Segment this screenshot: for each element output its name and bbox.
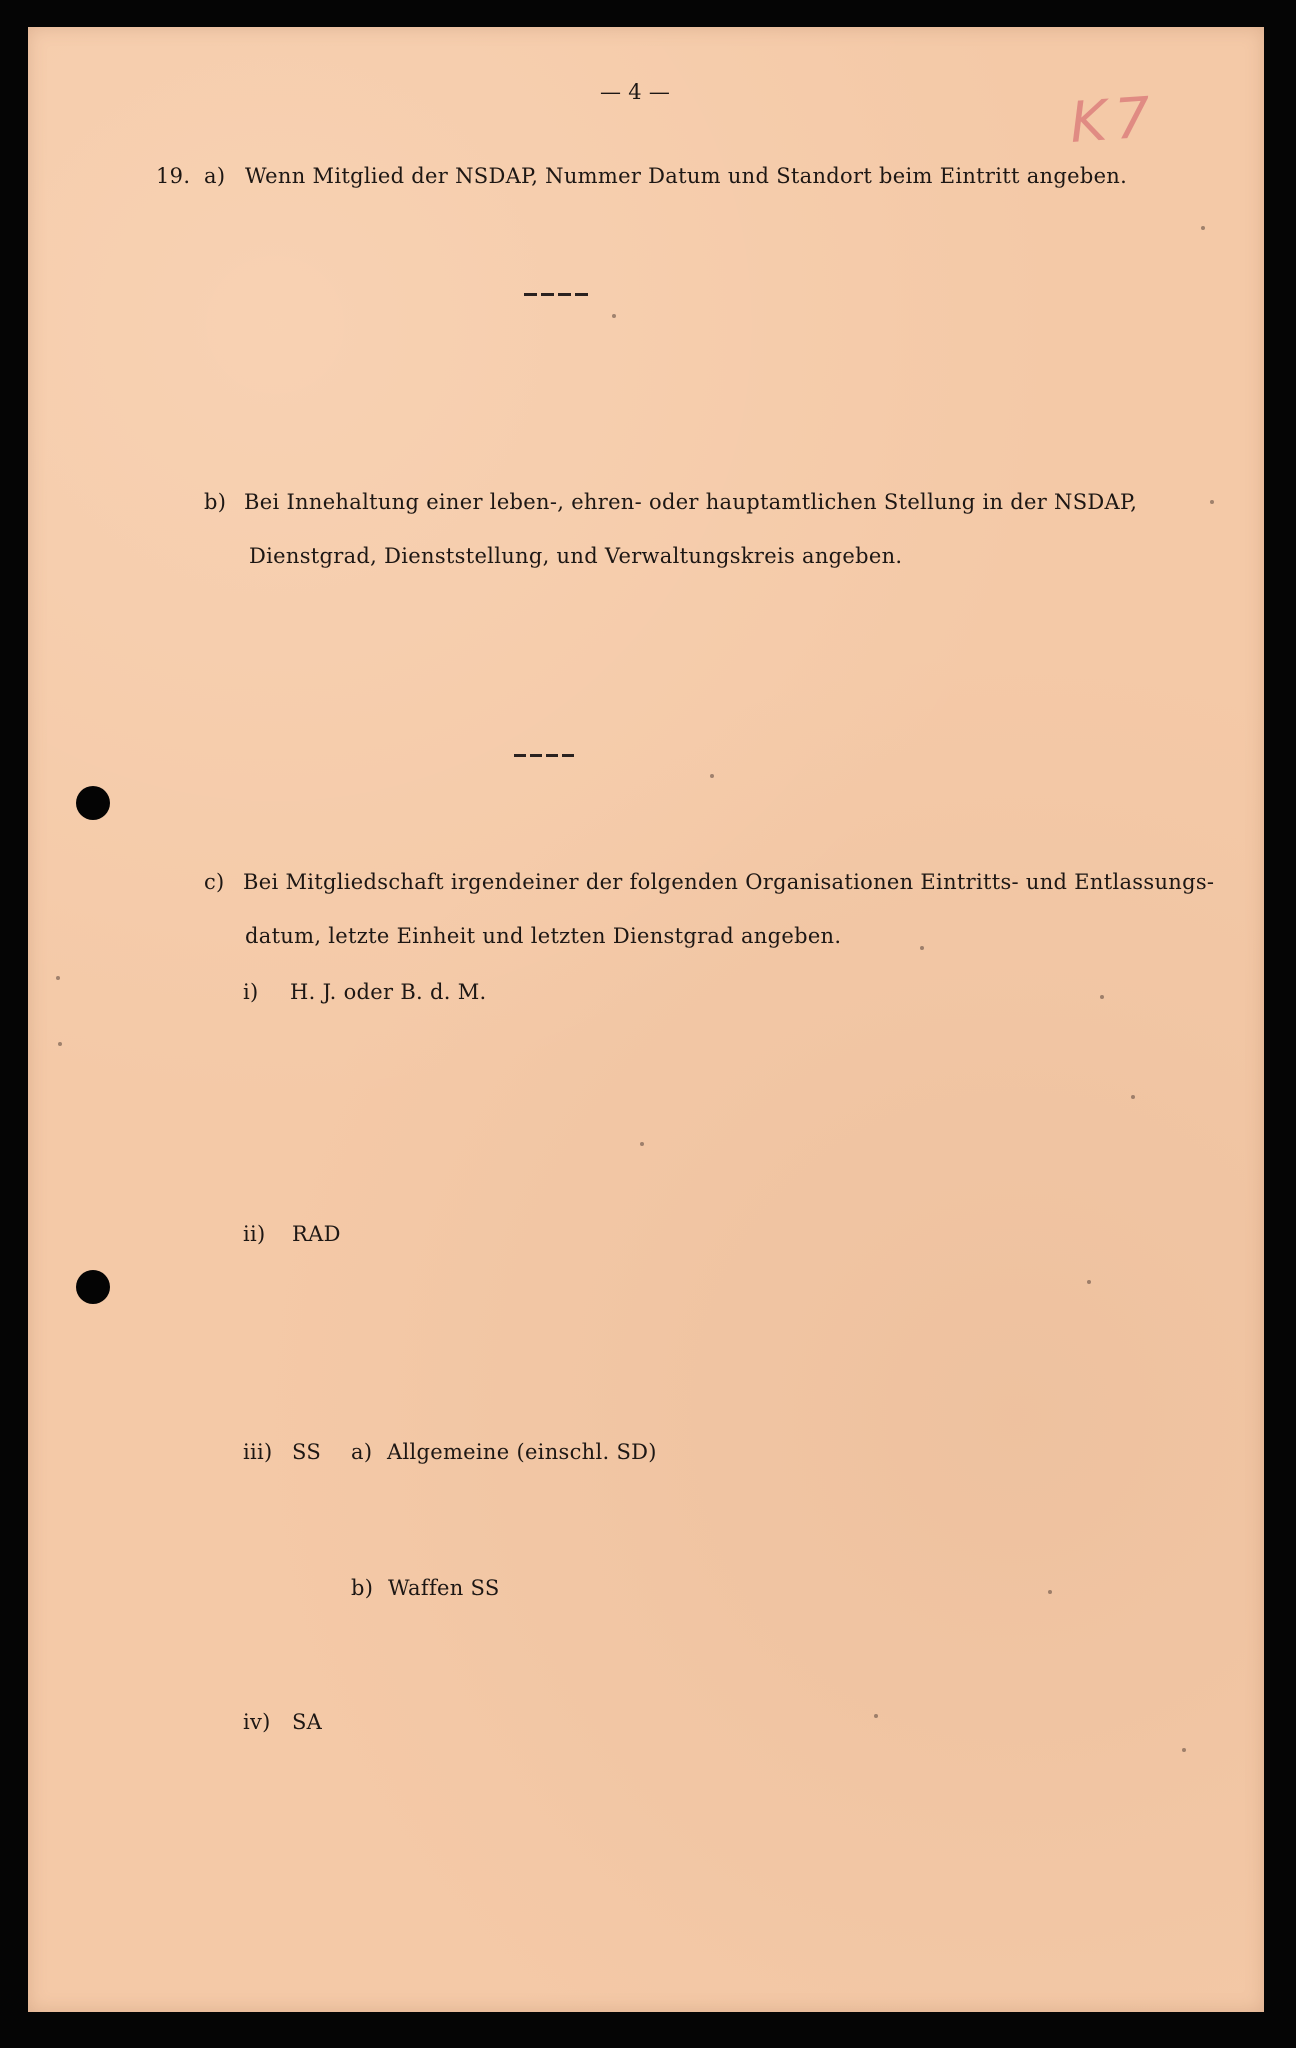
paper-speck [1048,1590,1052,1594]
paper-speck [874,1714,878,1718]
item-c-text-line2: datum, letzte Einheit und letzten Dienstgrad angeben. [245,924,842,948]
item-a-answer-text [524,278,554,303]
sub-item-sa-text: SA [292,1710,323,1734]
paper-speck [640,1142,644,1146]
paper-speck [1210,500,1214,504]
punch-hole-upper [76,786,110,820]
paper-speck [1100,995,1104,999]
paper-sheet [28,27,1264,2012]
item-a-text: Wenn Mitglied der NSDAP, Nummer Datum und Standort beim Eintritt angeben. [245,164,1128,188]
item-a-answer-dash [524,293,588,296]
item-a-label: a) [204,164,226,188]
handwritten-note: K7 [1067,84,1161,157]
paper-speck [56,976,60,980]
sub-item-ss-label: iii) [243,1440,273,1464]
paper-speck [1087,1280,1091,1284]
sub-item-rad-label: ii) [243,1222,266,1246]
paper-speck [58,1042,62,1046]
sub-item-hj-label: i) [243,980,259,1004]
sub-item-sa-label: iv) [243,1710,271,1734]
sub-item-ss-a-text: Allgemeine (einschl. SD) [387,1440,657,1464]
paper-speck [1182,1748,1186,1752]
item-b-answer-dash [514,754,574,757]
item-b-label: b) [204,490,227,514]
sub-item-ss-b-label: b) [351,1576,374,1600]
item-b-text-line1: Bei Innehaltung einer leben-, ehren- oder hauptamtlichen Stellung in der NSDAP, [244,490,1138,514]
sub-item-ss-a-label: a) [351,1440,373,1464]
item-b-answer-text [514,738,544,763]
punch-hole-lower [76,1270,110,1304]
sub-item-hj-text: H. J. oder B. d. M. [290,980,487,1004]
sub-item-rad-text: RAD [292,1222,341,1246]
paper-speck [612,314,616,318]
item-c-label: c) [204,870,225,894]
paper-speck [1201,226,1205,230]
sub-item-ss-text: SS [292,1440,322,1464]
sub-item-ss-b-text: Waffen SS [388,1576,500,1600]
item-b-text-line2: Dienstgrad, Dienststellung, und Verwaltungskreis angeben. [249,544,903,568]
paper-speck [920,946,924,950]
paper-speck [1131,1095,1135,1099]
page-number: — 4 — [600,80,671,104]
question-number: 19. [156,164,191,188]
item-c-text-line1: Bei Mitgliedschaft irgendeiner der folgenden Organisationen Eintritts- und Entlassungs- [243,870,1215,894]
paper-speck [710,774,714,778]
